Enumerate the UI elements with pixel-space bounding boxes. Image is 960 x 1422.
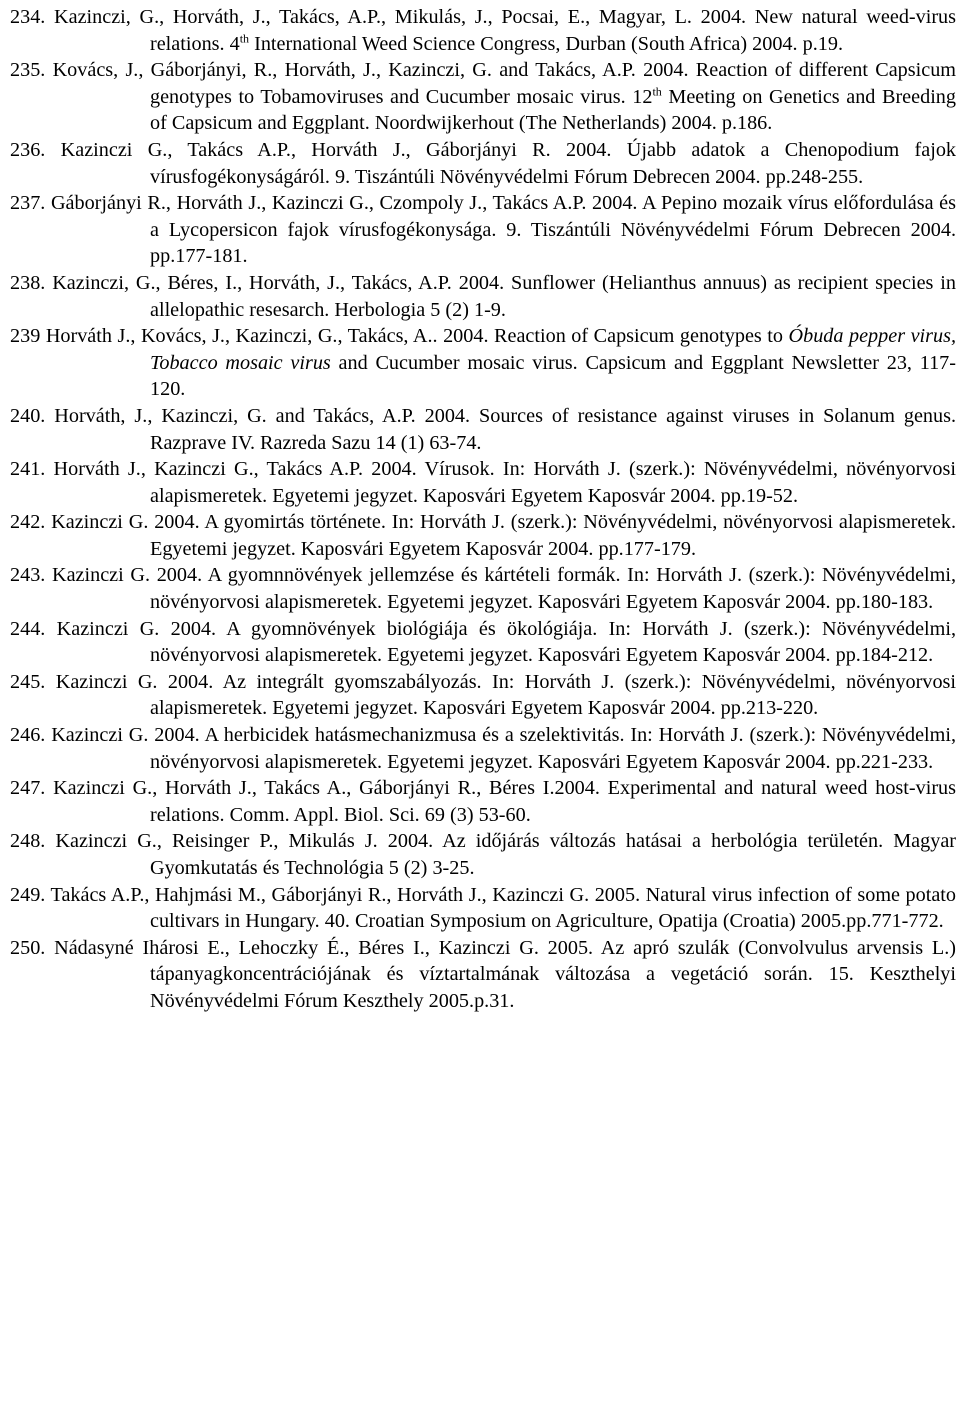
reference-number: 249.: [10, 883, 46, 906]
reference-text: [56, 671, 956, 720]
reference-number: 246.: [10, 724, 46, 747]
reference-entry: [10, 775, 956, 828]
italic-text: Óbuda pepper virus, Tobacco mosaic virus: [150, 325, 956, 374]
reference-number: 236.: [10, 138, 46, 161]
reference-text: [51, 511, 956, 560]
text-run: Kazinczi G. 2004. A gyomnnövények jellemzése és kártételi formák. In: Horváth J. (szerk.): Növényvédelmi, növényorvosi alapismeretek. Egyetemi jegyzet. Kaposvári Egyetem Kaposvár 2004. pp.180-183.: [52, 564, 957, 614]
text-run: Kazinczi G., Takács A.P., Horváth J., Gáborjányi R. 2004. Újabb adatok a Chenopodium fajok vírusfogékonyságáról. 9. Tiszántúli Növényvédelmi Fórum Debrecen 2004. pp.248-255.: [60, 138, 957, 188]
reference-number: 238.: [10, 271, 46, 294]
reference-entry: [10, 882, 956, 935]
reference-number: 239: [10, 325, 41, 348]
reference-text: [54, 937, 956, 1012]
text-run: International Weed Science Congress, Durban (South Africa) 2004. p.19.: [249, 32, 843, 55]
text-run: Horváth J., Kazinczi G., Takács A.P. 2004. Vírusok. In: Horváth J. (szerk.): Növényvédelmi, növényorvosi alapismeretek. Egyetemi jegyzet. Kaposvári Egyetem Kaposvár 2004. pp.19-52.: [53, 458, 956, 507]
reference-text: [51, 192, 956, 267]
reference-entry: [10, 137, 956, 190]
reference-number: 234.: [10, 6, 46, 28]
text-run: and Cucumber mosaic virus. Capsicum and Eggplant Newsletter 23, 117-120.: [150, 351, 956, 401]
reference-number: 250.: [10, 936, 46, 959]
reference-number: 245.: [10, 670, 46, 693]
text-run: Kovács, J., Gáborjányi, R., Horváth, J., Kazinczi, G. and Takács, A.P. 2004. Reaction of different Capsicum genotypes to Tobamoviruses and Cucumber mosaic virus. 12: [52, 59, 956, 108]
reference-text: [46, 325, 956, 400]
reference-text: [51, 724, 956, 773]
text-run: Kazinczi G. 2004. A gyomnövények biológiája és ökológiája. In: Horváth J. (szerk.): Növényvédelmi, növényorvosi alapismeretek. Egyetemi jegyzet. Kaposvári Egyetem Kaposvár 2004. pp.184-212.: [56, 617, 957, 667]
reference-entry: [10, 722, 956, 775]
reference-number: 243.: [10, 564, 46, 587]
reference-entry: [10, 57, 956, 137]
text-run: Kazinczi G., Horváth J., Takács A., Gáborjányi R., Béres I.2004. Experimental and natural weed host-virus relations. Comm. Appl. Biol. Sci. 69 (3) 53-60.: [53, 777, 956, 826]
text-run: Kazinczi, G., Béres, I., Horváth, J., Takács, A.P. 2004. Sunflower (Helianthus annuus) as recipient species in allelopathic resesarch. Herbologia 5 (2) 1-9.: [52, 271, 956, 321]
reference-number: 247.: [10, 777, 46, 800]
reference-text: [51, 884, 956, 933]
reference-entry: [10, 616, 956, 669]
reference-entry: [10, 4, 956, 57]
text-run: Takács A.P., Hahjmási M., Gáborjányi R., Horváth J., Kazinczi G. 2005. Natural virus infection of some potato cultivars in Hungary. 40. Croatian Symposium on Agriculture, Opatija (Croatia) 2005.pp.771-772.: [50, 883, 956, 933]
reference-text: [53, 59, 956, 134]
reference-entry: [10, 935, 956, 1015]
reference-text: [54, 6, 956, 55]
reference-number: 248.: [10, 830, 46, 853]
superscript-text: th: [239, 30, 250, 45]
text-run: Kazinczi, G., Horváth, J., Takács, A.P., Mikulás, J., Pocsai, E., Magyar, L. 2004. New natural weed-virus relations. 4: [54, 6, 957, 55]
reference-entry: [10, 562, 956, 615]
reference-number: 235.: [10, 59, 46, 82]
reference-entry: [10, 456, 956, 509]
reference-entry: [10, 323, 956, 403]
reference-text: [53, 777, 956, 826]
reference-entry: [10, 190, 956, 270]
text-run: Kazinczi G. 2004. A herbicidek hatásmechanizmusa és a szelektivitás. In: Horváth J. (szerk.): Növényvédelmi, növényorvosi alapismeretek. Egyetemi jegyzet. Kaposvári Egyetem Kaposvár 2004. pp.221-233.: [51, 724, 957, 773]
reference-number: 242.: [10, 511, 46, 534]
reference-number: 244.: [10, 617, 46, 640]
text-run: Horváth J., Kovács, J., Kazinczi, G., Takács, A.. 2004. Reaction of Capsicum genotypes to: [45, 325, 789, 348]
reference-text: [52, 272, 956, 321]
reference-number: 240.: [10, 404, 46, 427]
reference-number: 241.: [10, 458, 46, 481]
text-run: Horváth, J., Kazinczi, G. and Takács, A.P. 2004. Sources of resistance against viruses in Solanum genus. Razprave IV. Razreda Sazu 14 (1) 63-74.: [54, 404, 956, 454]
reference-text: [57, 618, 956, 667]
text-run: Kazinczi G., Reisinger P., Mikulás J. 2004. Az időjárás változás hatásai a herbológia területén. Magyar Gyomkutatás és Technológia 5 (2) 3-25.: [55, 830, 956, 879]
reference-entry: [10, 509, 956, 562]
reference-text: [61, 139, 956, 188]
text-run: Nádasyné Ihárosi E., Lehoczky É., Béres I., Kazinczi G. 2005. Az apró szulák (Convolvulus arvensis L.) tápanyagkoncentrációjának és víztartalmának változása a vegetáció során. 15. Keszthelyi Növényvédelmi Fórum Keszthely 2005.p.31.: [54, 936, 957, 1012]
text-run: Gáborjányi R., Horváth J., Kazinczi G., Czompoly J., Takács A.P. 2004. A Pepino mozaik vírus előfordulása és a Lycopersicon fajok vírusfogékonysága. 9. Tiszántúli Növényvédelmi Fórum Debrecen 2004. pp.177-181.: [50, 192, 956, 268]
reference-list: [10, 4, 956, 1015]
reference-entry: [10, 828, 956, 881]
text-run: Kazinczi G. 2004. Az integrált gyomszabályozás. In: Horváth J. (szerk.): Növényvédelmi, növényorvosi alapismeretek. Egyetemi jegyzet. Kaposvári Egyetem Kaposvár 2004. pp.213-220.: [55, 670, 957, 720]
text-run: Kazinczi G. 2004. A gyomirtás története. In: Horváth J. (szerk.): Növényvédelmi, növényorvosi alapismeretek. Egyetemi jegyzet. Kaposvári Egyetem Kaposvár 2004. pp.177-179.: [51, 511, 957, 560]
reference-entry: [10, 669, 956, 722]
text-run: Meeting on Genetics and Breeding of Capsicum and Eggplant. Noordwijkerhout (The Netherlands) 2004. p.186.: [150, 85, 956, 135]
superscript-text: th: [652, 84, 662, 99]
reference-text: [54, 405, 956, 454]
reference-text: [55, 830, 956, 879]
reference-entry: [10, 270, 956, 323]
reference-text: [52, 564, 956, 613]
reference-entry: [10, 403, 956, 456]
reference-text: [54, 458, 956, 507]
reference-number: 237.: [10, 192, 46, 215]
